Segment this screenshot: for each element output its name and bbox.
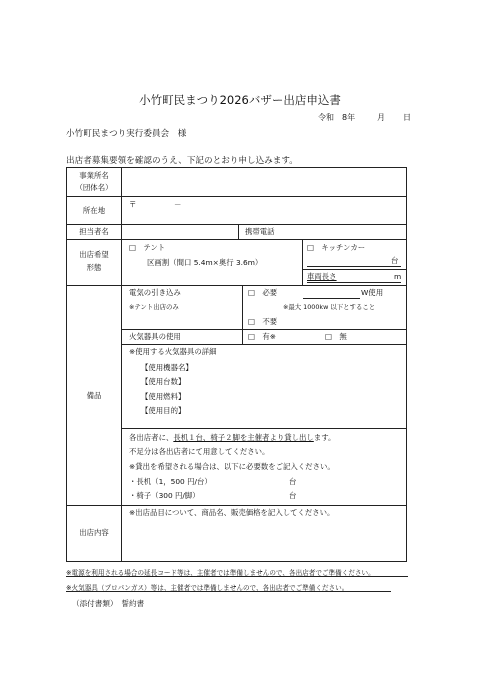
tent-detail: 区画割（間口 5.4m×奥行 3.6m） [147, 258, 263, 267]
row-divider [67, 239, 406, 240]
desired-form-label: 出店希望 [79, 250, 109, 259]
rental-notice-pre: 各出店者に、 [129, 433, 174, 442]
electric-note: ※テント出店のみ [129, 303, 179, 311]
addressee: 小竹町民まつり実行委員会 様 [66, 129, 187, 139]
rental-chair-unit: 台 [289, 491, 297, 500]
note-underline [66, 591, 391, 592]
business-name-label: 事業所名 [79, 171, 109, 180]
date-month: 月 [377, 113, 385, 122]
fire-item-purpose: 【使用目的】 [141, 406, 186, 415]
note-fire: ※火気器具（プロパンガス）等は、主催者では準備しませんので、各出店者でご準備ください。 [66, 584, 349, 592]
rental-desk: ・長机（1，500 円/台） [129, 477, 212, 486]
tent-option[interactable]: □ テント [129, 243, 166, 252]
fire-no-option[interactable]: □ 無 [325, 332, 347, 341]
fire-item-fuel: 【使用燃料】 [141, 392, 186, 401]
row-divider [67, 224, 406, 225]
rental-notice-post: ます。 [313, 433, 336, 442]
attachments-value: 誓約書 [121, 599, 145, 608]
electric-watt-unit: W使用 [361, 288, 384, 297]
fire-detail-title: ※使用する火気器具の詳細 [129, 347, 217, 356]
attachments [72, 598, 144, 609]
contact-person-label: 担当者名 [79, 227, 109, 236]
vehicle-length-unit: m [394, 272, 402, 281]
lead-text: 出店者募集要領を確認のうえ、下記のとおり申し込みます。 [66, 156, 298, 166]
cell-divider [302, 269, 406, 270]
row-divider [121, 329, 406, 330]
page-title: 小竹町民まつり2026バザー出店申込書 [139, 93, 341, 107]
electric-limit-note: ※最大 1000kw 以下とすること [283, 303, 376, 311]
kitchen-car-unit: 台 [391, 256, 399, 265]
mobile-label: 携帯電話 [245, 227, 275, 236]
rental-notice [129, 434, 335, 441]
kitchen-car-option[interactable]: □ キッチンカー [307, 243, 366, 252]
equipment-label: 備品 [86, 391, 102, 400]
rental-chair: ・椅子（300 円/脚） [129, 491, 200, 500]
rental-shortage: 不足分は各出店者にて用意してください。 [129, 447, 270, 456]
electric-label: 電気の引き込み [129, 288, 181, 297]
electric-not-need-option[interactable]: □ 不要 [248, 317, 278, 326]
row-divider [121, 428, 406, 429]
row-divider [67, 285, 406, 286]
electric-need-option[interactable]: □ 必要 [248, 288, 278, 297]
rental-request: ※貸出を希望される場合は、以下に必要数をご記入ください。 [129, 462, 335, 471]
label-column-divider [121, 168, 122, 561]
attachments-label: （添付書類） [72, 599, 114, 608]
cell-divider [242, 285, 243, 344]
application-form [66, 167, 407, 562]
rental-desk-unit: 台 [289, 477, 297, 486]
content-note: ※出店品目について、商品名、販売価格を記入してください。 [129, 508, 335, 517]
date-era: 令和 [318, 113, 334, 122]
cell-divider [238, 224, 239, 239]
cell-divider [302, 239, 303, 285]
content-label: 出店内容 [79, 528, 109, 537]
fire-item-count: 【使用台数】 [141, 377, 186, 386]
note-underline [66, 576, 408, 577]
group-name-label: （団体名） [75, 183, 113, 192]
vehicle-length-label: 車両長さ [307, 272, 337, 281]
fire-label: 火気器具の使用 [129, 332, 181, 341]
postal-dash: － [174, 200, 182, 209]
row-divider [121, 344, 406, 345]
desired-form-label-2: 形態 [86, 263, 102, 272]
location-label: 所在地 [82, 206, 106, 215]
date-year: 8年 [342, 113, 356, 122]
row-divider [67, 505, 406, 506]
electric-watt-line[interactable] [303, 298, 360, 299]
row-divider [67, 196, 406, 197]
vehicle-length-line[interactable] [307, 282, 401, 283]
date-day: 日 [403, 113, 411, 122]
kitchen-car-count-line[interactable] [307, 266, 401, 267]
rental-notice-underlined: 長机１台、椅子２脚を主催者より貸し出し [173, 433, 314, 442]
postal-mark: 〒 [129, 200, 137, 209]
fire-yes-option[interactable]: □ 有※ [248, 332, 276, 341]
note-power: ※電源を利用される場合の延長コード等は、主催者では準備しませんので、各出店者でご準備ください。 [66, 569, 375, 577]
fire-item-device: 【使用機器名】 [141, 363, 193, 372]
